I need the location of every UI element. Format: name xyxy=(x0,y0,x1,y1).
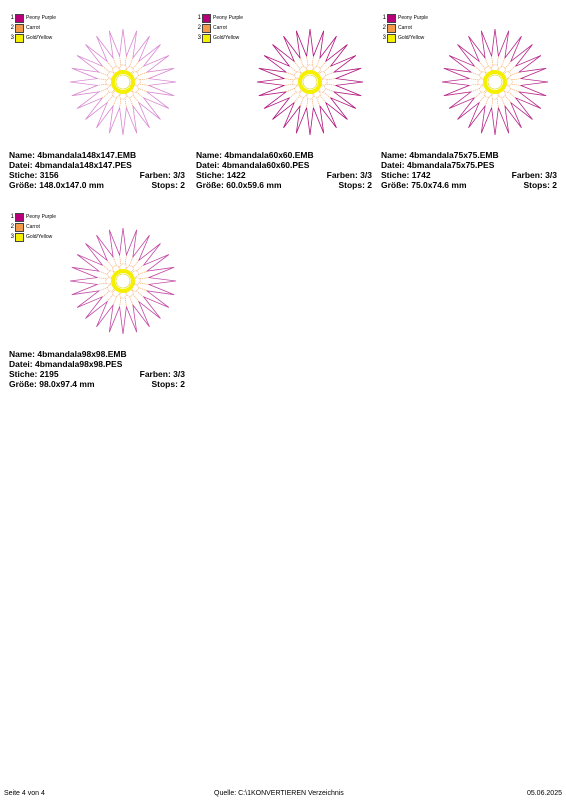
mandala-outer-petals xyxy=(70,29,176,135)
design-card xyxy=(9,212,185,397)
stop-count: Stops: 2 xyxy=(151,379,185,389)
page-number: Seite 4 von 4 xyxy=(4,790,45,797)
mandala-center-inner xyxy=(303,75,317,89)
legend-number: 1 xyxy=(197,15,201,21)
color-legend xyxy=(381,13,428,43)
color-legend xyxy=(9,13,56,43)
mandala-center-inner xyxy=(488,75,502,89)
design-info xyxy=(381,150,557,190)
color-swatch xyxy=(202,24,211,33)
legend-row xyxy=(9,33,56,43)
design-card xyxy=(9,13,185,198)
mandala-outer-petals xyxy=(70,228,176,334)
legend-number: 3 xyxy=(10,35,14,41)
legend-row xyxy=(9,13,56,23)
legend-color-name: Gold/Yellow xyxy=(26,35,53,41)
design-size: Größe: 60.0x59.6 mm xyxy=(196,180,282,190)
legend-row xyxy=(196,33,243,43)
design-size: Größe: 148.0x147.0 mm xyxy=(9,180,104,190)
legend-row xyxy=(9,232,56,242)
legend-number: 2 xyxy=(10,25,14,31)
legend-color-name: Peony Purple xyxy=(398,15,429,21)
legend-row xyxy=(381,13,428,23)
design-file: Datei: 4bmandala148x147.PES xyxy=(9,160,132,170)
stitch-count: Stiche: 1422 xyxy=(196,170,246,180)
legend-color-name: Carrot xyxy=(398,25,412,31)
design-name: Name: 4bmandala98x98.EMB xyxy=(9,349,127,359)
mandala-center-inner xyxy=(116,274,130,288)
design-size: Größe: 75.0x74.6 mm xyxy=(381,180,467,190)
color-swatch xyxy=(15,213,24,222)
legend-color-name: Carrot xyxy=(26,224,40,230)
legend-row xyxy=(196,13,243,23)
mandala-outer-petals xyxy=(257,29,363,135)
legend-color-name: Gold/Yellow xyxy=(26,234,53,240)
design-info xyxy=(196,150,372,190)
mandala-design-preview xyxy=(67,26,179,138)
color-swatch xyxy=(387,14,396,23)
color-count: Farben: 3/3 xyxy=(139,170,185,180)
mandala-design-preview xyxy=(439,26,551,138)
color-swatch xyxy=(202,34,211,43)
stitch-count: Stiche: 2195 xyxy=(9,369,59,379)
stitch-count: Stiche: 3156 xyxy=(9,170,59,180)
color-swatch xyxy=(387,34,396,43)
design-file: Datei: 4bmandala60x60.PES xyxy=(196,160,310,170)
legend-row xyxy=(9,212,56,222)
design-file: Datei: 4bmandala75x75.PES xyxy=(381,160,495,170)
legend-color-name: Peony Purple xyxy=(26,214,57,220)
legend-color-name: Peony Purple xyxy=(26,15,57,21)
legend-number: 1 xyxy=(10,15,14,21)
color-swatch xyxy=(15,233,24,242)
legend-number: 1 xyxy=(382,15,386,21)
color-swatch xyxy=(15,223,24,232)
design-info xyxy=(9,349,185,389)
mandala-design-preview xyxy=(254,26,366,138)
legend-color-name: Carrot xyxy=(213,25,227,31)
print-date: 05.06.2025 xyxy=(526,790,562,797)
mandala-design-preview xyxy=(67,225,179,337)
legend-number: 3 xyxy=(10,234,14,240)
stop-count: Stops: 2 xyxy=(151,180,185,190)
design-card xyxy=(381,13,557,198)
design-file: Datei: 4bmandala98x98.PES xyxy=(9,359,123,369)
color-count: Farben: 3/3 xyxy=(326,170,372,180)
legend-row xyxy=(381,23,428,33)
legend-number: 2 xyxy=(197,25,201,31)
legend-color-name: Gold/Yellow xyxy=(213,35,240,41)
color-swatch xyxy=(15,34,24,43)
legend-number: 3 xyxy=(382,35,386,41)
design-card xyxy=(196,13,372,198)
color-legend xyxy=(196,13,243,43)
mandala-outer-petals xyxy=(442,29,548,135)
source-path: Quelle: C:\1KONVERTIEREN Verzeichnis xyxy=(214,790,344,797)
color-swatch xyxy=(15,24,24,33)
legend-row xyxy=(9,222,56,232)
legend-color-name: Peony Purple xyxy=(213,15,244,21)
legend-number: 1 xyxy=(10,214,14,220)
color-swatch xyxy=(15,14,24,23)
color-count: Farben: 3/3 xyxy=(511,170,557,180)
color-swatch xyxy=(387,24,396,33)
color-swatch xyxy=(202,14,211,23)
design-info xyxy=(9,150,185,190)
color-legend xyxy=(9,212,56,242)
legend-color-name: Gold/Yellow xyxy=(398,35,425,41)
stop-count: Stops: 2 xyxy=(523,180,557,190)
legend-number: 3 xyxy=(197,35,201,41)
stop-count: Stops: 2 xyxy=(338,180,372,190)
mandala-center-inner xyxy=(116,75,130,89)
legend-row xyxy=(196,23,243,33)
color-count: Farben: 3/3 xyxy=(139,369,185,379)
legend-row xyxy=(381,33,428,43)
design-name: Name: 4bmandala60x60.EMB xyxy=(196,150,314,160)
design-size: Größe: 98.0x97.4 mm xyxy=(9,379,95,389)
legend-number: 2 xyxy=(10,224,14,230)
stitch-count: Stiche: 1742 xyxy=(381,170,431,180)
design-name: Name: 4bmandala75x75.EMB xyxy=(381,150,499,160)
legend-number: 2 xyxy=(382,25,386,31)
legend-row xyxy=(9,23,56,33)
design-name: Name: 4bmandala148x147.EMB xyxy=(9,150,137,160)
legend-color-name: Carrot xyxy=(26,25,40,31)
